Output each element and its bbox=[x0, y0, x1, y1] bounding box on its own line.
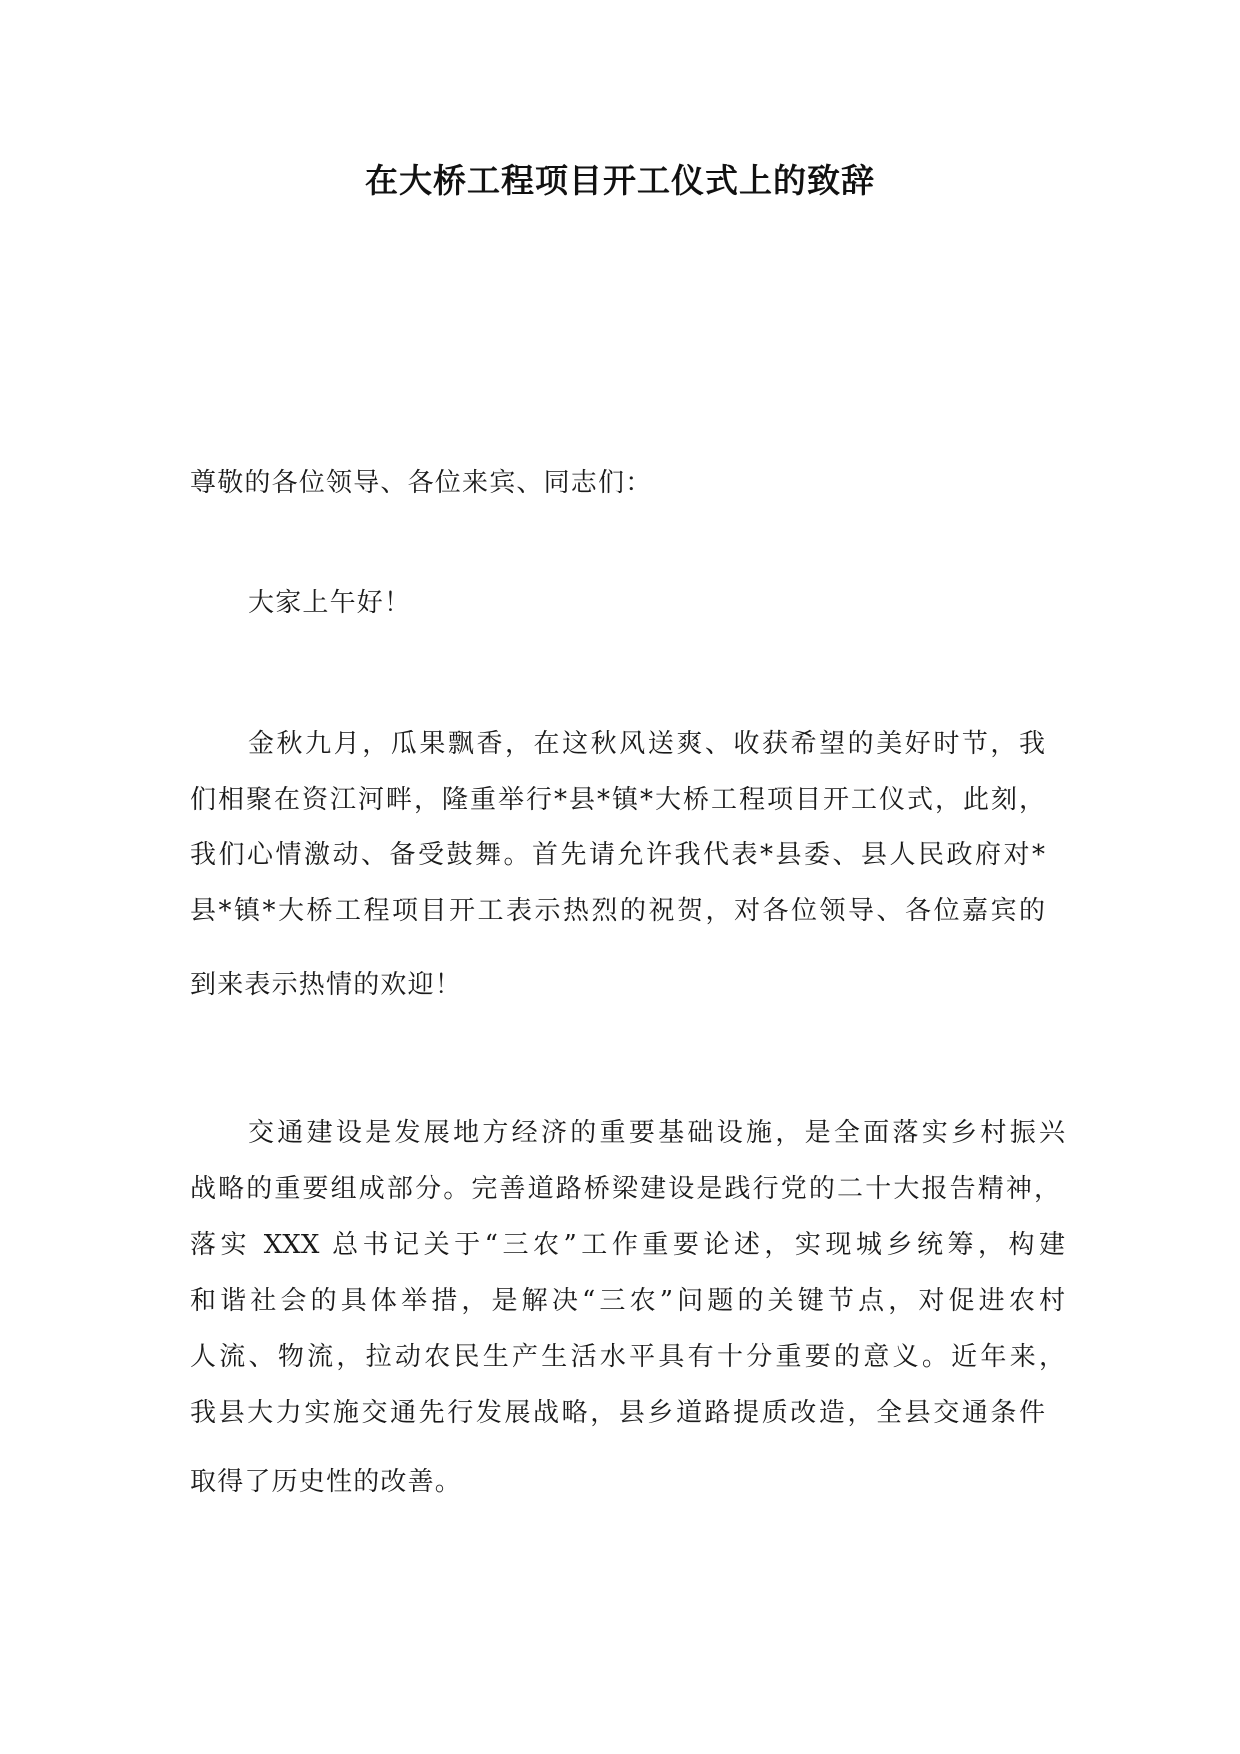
paragraph-line: 我县大力实施交通先行发展战略，县乡道路提质改造，全县交通条件 bbox=[190, 1398, 1045, 1428]
document-title: 在大桥工程项目开工仪式上的致辞 bbox=[365, 161, 875, 200]
paragraph-line: 到来表示热情的欢迎！ bbox=[190, 970, 463, 1000]
paragraph-line: 交通建设是发展地方经济的重要基础设施，是全面落实乡村振兴 bbox=[248, 1118, 1065, 1148]
paragraph-line: 人流、物流，拉动农民生产生活水平具有十分重要的意义。近年来， bbox=[190, 1342, 1065, 1372]
salutation: 尊敬的各位领导、各位来宾、同志们： bbox=[190, 468, 653, 498]
paragraph-line: 和谐社会的具体举措，是解决“三农”问题的关键节点，对促进农村 bbox=[190, 1286, 1065, 1316]
paragraph-line: 我们心情激动、备受鼓舞。首先请允许我代表*县委、县人民政府对* bbox=[190, 840, 1045, 870]
greeting: 大家上午好！ bbox=[248, 588, 412, 618]
paragraph-line: 金秋九月，瓜果飘香，在这秋风送爽、收获希望的美好时节，我 bbox=[248, 729, 1045, 759]
paragraph-line: 落实 XXX 总书记关于“三农”工作重要论述，实现城乡统筹，构建 bbox=[190, 1230, 1065, 1260]
paragraph-line: 县*镇*大桥工程项目开工表示热烈的祝贺，对各位领导、各位嘉宾的 bbox=[190, 896, 1045, 926]
paragraph-line: 取得了历史性的改善。 bbox=[190, 1467, 463, 1497]
paragraph-line: 战略的重要组成部分。完善道路桥梁建设是践行党的二十大报告精神， bbox=[190, 1174, 1060, 1204]
paragraph-line: 们相聚在资江河畔，隆重举行*县*镇*大桥工程项目开工仪式，此刻， bbox=[190, 785, 1045, 815]
